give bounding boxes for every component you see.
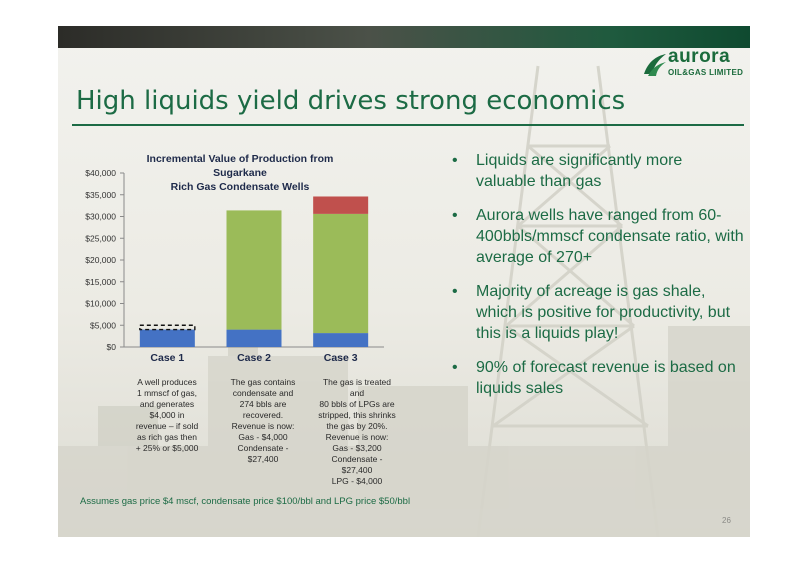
price-assumptions-footnote: Assumes gas price $4 mscf, condensate price $100/bbl and LPG price $50/bbl	[80, 496, 411, 507]
y-tick-label: $15,000	[85, 276, 116, 287]
bar-segment	[140, 330, 195, 347]
bar-segment	[313, 333, 368, 347]
bullet-marker: •	[452, 283, 458, 300]
y-tick-label: $30,000	[85, 211, 116, 222]
caption-line: 1 mmscf of gas,	[137, 388, 197, 398]
x-category-label: Case 1	[150, 352, 185, 364]
y-tick-label: $25,000	[85, 233, 116, 244]
y-tick-label: $5,000	[90, 320, 116, 331]
bullet-item	[448, 357, 744, 399]
caption-line: A well produces	[137, 377, 197, 387]
caption-line: + 25% or $5,000	[135, 443, 199, 453]
bullet-text: Majority of acreage is gas shale, which is positive for productivity, but this is a liquids play!	[476, 283, 731, 342]
caption-line: $27,400	[247, 454, 279, 464]
slide	[58, 26, 750, 537]
bullet-text: Liquids are significantly more valuable than gas	[476, 152, 683, 190]
caption-line: 274 bbls are	[239, 399, 287, 409]
page-number: 26	[722, 516, 731, 525]
caption-line: condensate and	[232, 388, 294, 398]
caption-line: Gas - $3,200	[332, 443, 382, 453]
bar-annotation-outline	[140, 325, 195, 329]
caption-line: The gas contains	[230, 377, 296, 387]
bullet-item	[448, 205, 744, 268]
caption-line: recovered.	[242, 410, 284, 420]
caption-line: 80 bbls of LPGs are	[319, 399, 395, 409]
caption-line: LPG - $4,000	[331, 476, 383, 486]
bar-segment	[227, 330, 282, 347]
caption-line: Condensate - $27,400	[331, 454, 383, 475]
bar-segment	[227, 210, 282, 329]
caption-line: $4,000 in	[149, 410, 185, 420]
caption-line: revenue – if sold	[135, 421, 199, 431]
caption-line: the gas by 20%.	[326, 421, 388, 431]
caption-line: Gas - $4,000	[238, 432, 288, 442]
bullet-item	[448, 150, 744, 192]
bar-segment	[313, 214, 368, 333]
bullet-item	[448, 281, 744, 344]
aurora-logo	[642, 48, 750, 84]
title-divider	[72, 124, 744, 126]
caption-line: as rich gas then	[136, 432, 197, 442]
bar-segment	[313, 196, 368, 213]
caption-line: and generates	[139, 399, 195, 409]
y-tick-label: $40,000	[85, 169, 116, 178]
caption-line: Revenue is now:	[325, 432, 389, 442]
case-3-caption	[316, 377, 398, 487]
bullet-marker: •	[452, 359, 458, 376]
chart-title-line-1: Incremental Value of Production from Sugarkane	[146, 153, 334, 179]
slide-title: High liquids yield drives strong economics	[76, 86, 626, 116]
x-category-label: Case 3	[323, 352, 358, 364]
y-tick-label: $35,000	[85, 189, 116, 200]
caption-line: The gas is treated and	[322, 377, 392, 398]
y-tick-label: $0	[106, 342, 116, 352]
chart-title-line-2: Rich Gas Condensate Wells	[170, 181, 310, 193]
logo-subtitle: OIL&GAS LIMITED	[668, 68, 744, 77]
header-band	[58, 26, 750, 48]
case-1-caption	[126, 377, 208, 454]
caption-line: Condensate -	[237, 443, 289, 453]
bullet-text: 90% of forecast revenue is based on liquids sales	[476, 359, 736, 397]
logo-wordmark: aurora	[668, 46, 731, 67]
case-captions	[126, 377, 426, 497]
bullet-text: Aurora wells have ranged from 60-400bbls/mmscf condensate ratio, with average of 270+	[476, 207, 744, 266]
bullet-marker: •	[452, 152, 458, 169]
case-2-caption	[222, 377, 304, 465]
bullet-list	[448, 150, 744, 412]
y-tick-label: $20,000	[85, 255, 116, 265]
y-tick-label: $10,000	[85, 298, 116, 309]
caption-line: Revenue is now:	[231, 421, 295, 431]
stacked-bar-chart	[62, 169, 392, 379]
x-category-label: Case 2	[237, 352, 271, 364]
aurora-swoosh-icon	[642, 52, 668, 78]
caption-line: stripped, this shrinks	[318, 410, 396, 420]
bullet-marker: •	[452, 207, 458, 224]
